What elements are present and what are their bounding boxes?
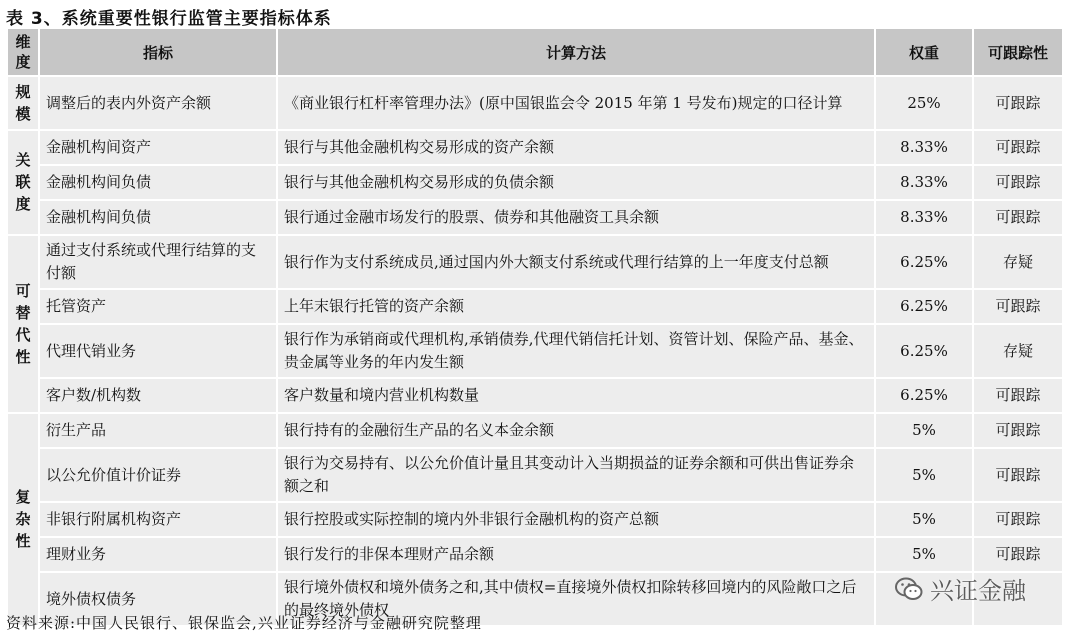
table-row bbox=[8, 131, 1062, 164]
table-row bbox=[8, 290, 1062, 323]
watermark-text: 兴证金融 bbox=[930, 577, 1026, 605]
indicator-cell: 通过支付系统或代理行结算的支付额 bbox=[40, 236, 276, 288]
table-row bbox=[8, 449, 1062, 501]
indicator-cell: 境外债权债务 bbox=[40, 573, 276, 625]
trackable-cell: 存疑 bbox=[974, 325, 1062, 377]
weight-cell: 6.25% bbox=[876, 236, 972, 288]
indicator-cell: 客户数/机构数 bbox=[40, 379, 276, 412]
watermark bbox=[894, 571, 1026, 606]
weight-cell: 8.33% bbox=[876, 131, 972, 164]
header-method: 计算方法 bbox=[278, 29, 874, 75]
method-cell: 银行控股或实际控制的境内外非银行金融机构的资产总额 bbox=[278, 503, 874, 536]
weight-cell: 5% bbox=[876, 538, 972, 571]
indicator-cell: 代理代销业务 bbox=[40, 325, 276, 377]
trackable-cell: 可跟踪 bbox=[974, 503, 1062, 536]
table-row bbox=[8, 77, 1062, 129]
method-cell: 《商业银行杠杆率管理办法》(原中国银监会令 2015 年第 1 号发布)规定的口径计算 bbox=[278, 77, 874, 129]
indicator-cell: 金融机构间负债 bbox=[40, 201, 276, 234]
method-cell: 银行发行的非保本理财产品余额 bbox=[278, 538, 874, 571]
weight-cell: 5% bbox=[876, 449, 972, 501]
weight-cell: 6.25% bbox=[876, 379, 972, 412]
table-row bbox=[8, 325, 1062, 377]
trackable-cell: 可跟踪 bbox=[974, 201, 1062, 234]
dimension-cell: 规模 bbox=[8, 77, 38, 129]
weight-cell: 5% bbox=[876, 414, 972, 447]
trackable-cell: 可跟踪 bbox=[974, 77, 1062, 129]
trackable-cell: 存疑 bbox=[974, 236, 1062, 288]
trackable-cell: 可跟踪 bbox=[974, 166, 1062, 199]
weight-cell: 6.25% bbox=[876, 325, 972, 377]
weight-cell: 8.33% bbox=[876, 201, 972, 234]
table-row bbox=[8, 379, 1062, 412]
indicator-cell: 以公允价值计价证券 bbox=[40, 449, 276, 501]
table-row bbox=[8, 166, 1062, 199]
weight-cell: 25% bbox=[876, 77, 972, 129]
dimension-cell: 关联度 bbox=[8, 131, 38, 234]
method-cell: 银行与其他金融机构交易形成的负债余额 bbox=[278, 166, 874, 199]
header-weight: 权重 bbox=[876, 29, 972, 75]
table-title: 表 3、系统重要性银行监管主要指标体系 bbox=[6, 9, 332, 29]
indicator-cell: 调整后的表内外资产余额 bbox=[40, 77, 276, 129]
header-dimension: 维度 bbox=[8, 29, 38, 75]
method-cell: 银行作为承销商或代理机构,承销债券,代理代销信托计划、资管计划、保险产品、基金、贵金属等业务的年内发生额 bbox=[278, 325, 874, 377]
indicator-cell: 金融机构间负债 bbox=[40, 166, 276, 199]
indicator-cell: 托管资产 bbox=[40, 290, 276, 323]
method-cell: 银行作为支付系统成员,通过国内外大额支付系统或代理行结算的上一年度支付总额 bbox=[278, 236, 874, 288]
indicator-cell: 非银行附属机构资产 bbox=[40, 503, 276, 536]
indicator-cell: 衍生产品 bbox=[40, 414, 276, 447]
dimension-cell: 可替代性 bbox=[8, 236, 38, 412]
indicator-cell: 金融机构间资产 bbox=[40, 131, 276, 164]
header-indicator: 指标 bbox=[40, 29, 276, 75]
indicator-cell: 理财业务 bbox=[40, 538, 276, 571]
weight-cell: 6.25% bbox=[876, 290, 972, 323]
table-row bbox=[8, 201, 1062, 234]
trackable-cell: 可跟踪 bbox=[974, 538, 1062, 571]
method-cell: 客户数量和境内营业机构数量 bbox=[278, 379, 874, 412]
source-note: 资料来源:中国人民银行、银保监会,兴业证券经济与金融研究院整理 bbox=[6, 614, 482, 632]
method-cell: 上年末银行托管的资产余额 bbox=[278, 290, 874, 323]
weight-cell: 8.33% bbox=[876, 166, 972, 199]
method-cell: 银行通过金融市场发行的股票、债券和其他融资工具余额 bbox=[278, 201, 874, 234]
method-cell: 银行境外债权和境外债务之和,其中债权=直接境外债权扣除转移回境内的风险敞口之后的最终境外债权 bbox=[278, 573, 874, 625]
method-cell: 银行持有的金融衍生产品的名义本金余额 bbox=[278, 414, 874, 447]
method-cell: 银行为交易持有、以公允价值计量且其变动计入当期损益的证券余额和可供出售证券余额之和 bbox=[278, 449, 874, 501]
table-row bbox=[8, 503, 1062, 536]
table-row bbox=[8, 236, 1062, 288]
indicator-table bbox=[6, 27, 1064, 627]
header-row bbox=[8, 29, 1062, 75]
table-row bbox=[8, 538, 1062, 571]
trackable-cell: 可跟踪 bbox=[974, 449, 1062, 501]
trackable-cell: 可跟踪 bbox=[974, 131, 1062, 164]
trackable-cell: 可跟踪 bbox=[974, 290, 1062, 323]
weight-cell: 5% bbox=[876, 503, 972, 536]
method-cell: 银行与其他金融机构交易形成的资产余额 bbox=[278, 131, 874, 164]
trackable-cell: 可跟踪 bbox=[974, 379, 1062, 412]
dimension-cell: 复杂性 bbox=[8, 414, 38, 625]
trackable-cell: 可跟踪 bbox=[974, 414, 1062, 447]
header-trackable: 可跟踪性 bbox=[974, 29, 1062, 75]
table-row bbox=[8, 414, 1062, 447]
wechat-icon bbox=[894, 576, 924, 602]
